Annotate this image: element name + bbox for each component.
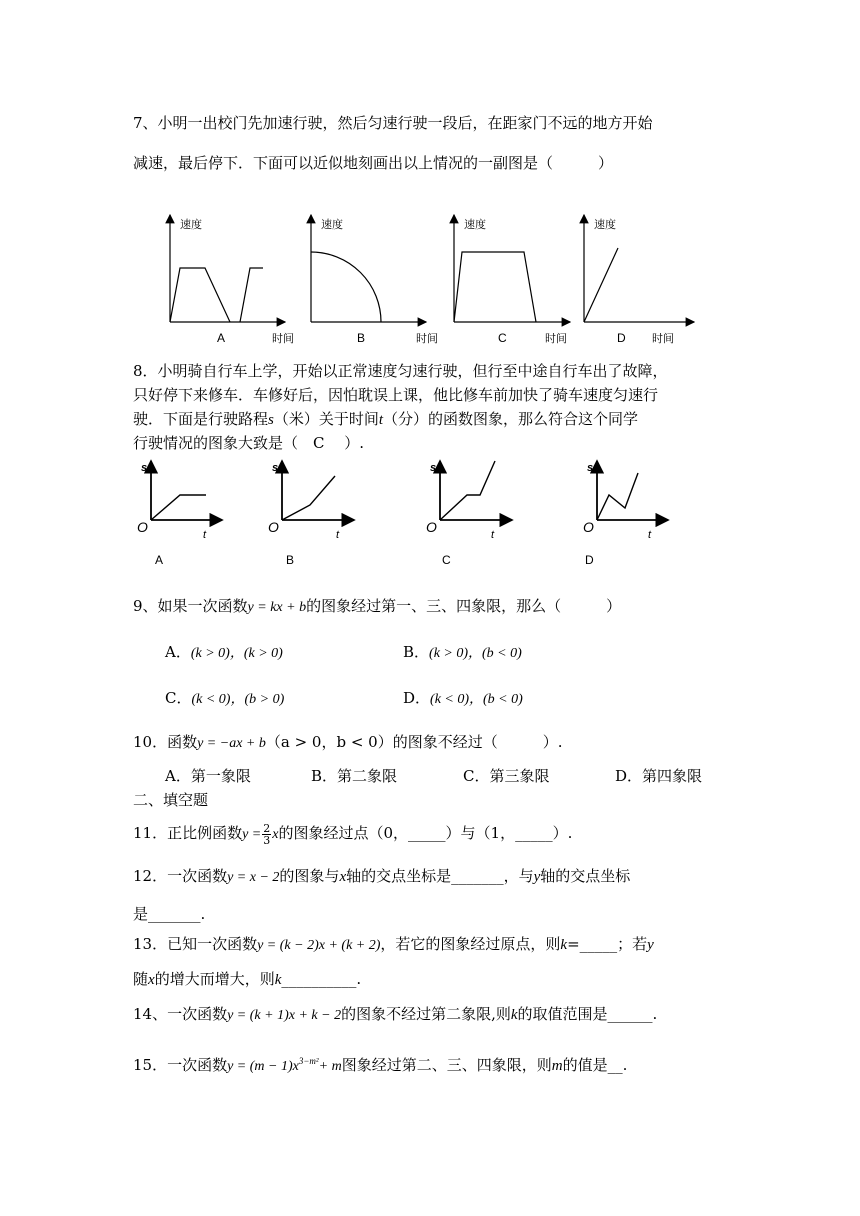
q10-option-d: D．第四象限	[615, 767, 703, 785]
q9-option-c: C．(k < 0)，(b > 0)	[165, 689, 285, 707]
q8-line3: 驶．下面是行驶路程s（米）关于时间t（分）的函数图象，那么符合这个同学	[133, 410, 639, 428]
q7-graph-d-curve	[584, 248, 618, 322]
q10-option-b: B．第二象限	[311, 767, 398, 785]
svg-text:t: t	[336, 529, 340, 541]
q8-graph-a	[137, 461, 222, 567]
q7-a-xlabel: 时间	[272, 333, 294, 345]
q9-stem: 9、如果一次函数y = kx + b的图象经过第一、三、四象限，那么（ ）	[133, 597, 622, 615]
q10-option-c: C．第三象限	[463, 767, 550, 785]
q7-graph-c	[454, 215, 570, 345]
q7-c-xlabel: 时间	[545, 333, 567, 345]
q7-a-letter: A	[217, 331, 226, 345]
q14-stem: 14、一次函数y = (k + 1)x + k − 2的图象不经过第二象限,则k的取值范围是______.	[133, 1005, 658, 1023]
q10-stem: 10．函数y = −ax + b（a > 0，b < 0）的图象不经过（ ）.	[133, 733, 563, 751]
q7-graph-b	[311, 215, 438, 345]
q7-c-ylabel: 速度	[464, 219, 486, 231]
q8-graphs	[0, 458, 860, 573]
q7-graph-a	[170, 215, 294, 345]
svg-text:s: s	[430, 462, 437, 474]
svg-text:t: t	[648, 529, 652, 541]
svg-text:s: s	[272, 462, 279, 474]
svg-text:A: A	[155, 553, 164, 567]
q8-graph-b	[268, 461, 354, 567]
q7-graph-a-curve	[170, 268, 230, 322]
q8-graph-c	[426, 461, 512, 567]
svg-text:s: s	[587, 462, 594, 474]
q7-line2: 减速，最后停下．下面可以近似地刻画出以上情况的一副图是（ ）	[133, 154, 614, 172]
q7-d-ylabel: 速度	[594, 219, 616, 231]
svg-text:C: C	[442, 553, 451, 567]
q8-line4: 行驶情况的图象大致是（ C ）.	[133, 434, 365, 452]
svg-text:t: t	[203, 529, 207, 541]
q8-line1: 8．小明骑自行车上学，开始以正常速度匀速行驶，但行至中途自行车出了故障，	[133, 362, 668, 380]
svg-text:B: B	[286, 553, 295, 567]
q7-d-letter: D	[617, 331, 626, 345]
q11-stem: 11．正比例函数y = $\frac{2}{3}$ x的图象经过点（0，_____）与（1，_____）.	[133, 821, 573, 847]
q7-b-letter: B	[357, 331, 366, 345]
q7-line1: 7、小明一出校门先加速行驶，然后匀速行驶一段后，在距家门不远的地方开始	[133, 114, 653, 132]
q7-graphs	[0, 210, 860, 350]
q12-line1: 12．一次函数y = x − 2的图象与x轴的交点坐标是_______，与y轴的交点坐标	[133, 867, 631, 885]
q8-line2: 只好停下来修车．车修好后，因怕耽误上课，他比修车前加快了骑车速度匀速行	[133, 386, 659, 404]
svg-text:O: O	[426, 519, 437, 535]
q7-c-letter: C	[498, 331, 507, 345]
q7-graph-c-curve	[454, 252, 536, 322]
q9-option-a: A．(k > 0)，(k > 0)	[165, 643, 283, 661]
q7-graph-b-curve	[311, 252, 381, 322]
q10-option-a: A．第一象限	[165, 767, 251, 785]
svg-text:O: O	[268, 519, 279, 535]
q13-line2: 随x的增大而增大，则k__________.	[133, 970, 362, 988]
q15-stem: 15．一次函数$y = (m - 1)x^{3-m^2}+ m$图象经过第二、三、四象限，则m的值是__.	[133, 1056, 628, 1074]
svg-text:O: O	[583, 519, 594, 535]
q13-line1: 13．已知一次函数y = (k − 2)x + (k + 2)，若它的图象经过原点，则k=_____；若y	[133, 935, 654, 953]
q7-graph-d	[584, 215, 694, 345]
svg-text:D: D	[585, 553, 594, 567]
q7-a-ylabel: 速度	[180, 219, 202, 231]
q9-option-d: D．(k < 0)，(b < 0)	[403, 689, 523, 707]
q7-b-xlabel: 时间	[416, 333, 438, 345]
q9-option-b: B．(k > 0)，(b < 0)	[403, 643, 522, 661]
svg-text:s: s	[141, 462, 148, 474]
q7-b-ylabel: 速度	[321, 219, 343, 231]
svg-text:O: O	[137, 519, 148, 535]
q7-d-xlabel: 时间	[652, 333, 674, 345]
section-heading: 二、填空题	[133, 791, 209, 809]
q12-line2: 是_______.	[133, 905, 206, 923]
svg-text:t: t	[491, 529, 495, 541]
q8-graph-d	[583, 461, 668, 567]
